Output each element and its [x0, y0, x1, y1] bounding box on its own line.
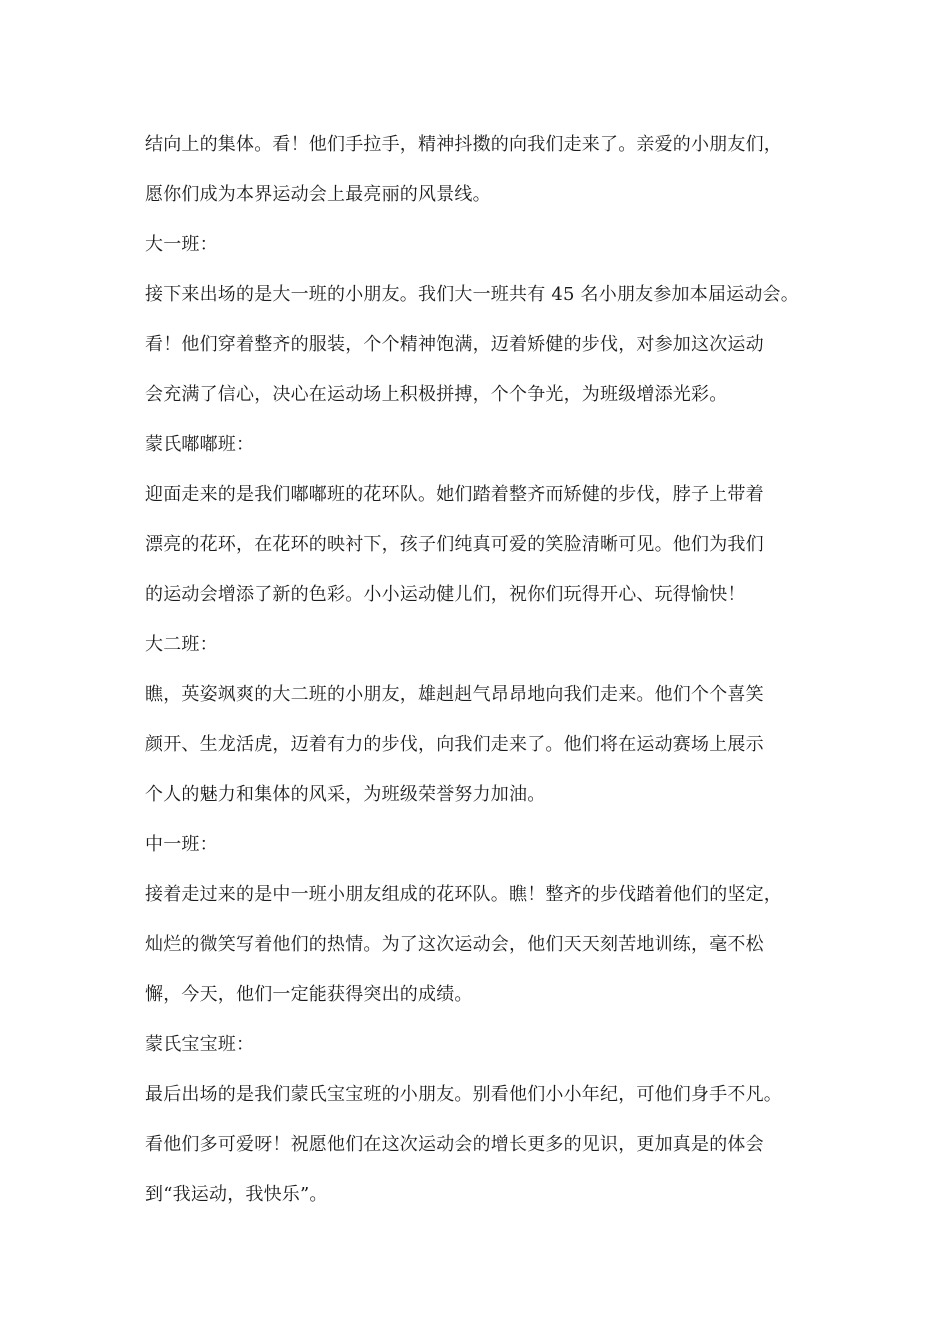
text-line: 瞧，英姿飒爽的大二班的小朋友，雄赳赳气昂昂地向我们走来。他们个个喜笑 — [145, 684, 764, 705]
text-line: 愿你们成为本界运动会上最亮丽的风景线。 — [145, 184, 491, 205]
text-line: 颜开、生龙活虎，迈着有力的步伐，向我们走来了。他们将在运动赛场上展示 — [145, 734, 764, 755]
text-line: 个人的魅力和集体的风采，为班级荣誉努力加油。 — [145, 784, 546, 805]
text-line: 会充满了信心，决心在运动场上积极拼搏，个个争光，为班级增添光彩。 — [145, 384, 728, 405]
text-line: 看他们多可爱呀！祝愿他们在这次运动会的增长更多的见识，更加真是的体会 — [145, 1134, 764, 1155]
text-line: 看！他们穿着整齐的服装，个个精神饱满，迈着矫健的步伐，对参加这次运动 — [145, 334, 764, 355]
text-line: 到“我运动，我快乐”。 — [145, 1184, 328, 1205]
text-line: 灿烂的微笑写着他们的热情。为了这次运动会，他们天天刻苦地训练，毫不松 — [145, 934, 764, 955]
section-heading-dudu-ban: 蒙氏嘟嘟班： — [145, 434, 255, 455]
text-line: 接下来出场的是大一班的小朋友。我们大一班共有 45 名小朋友参加本届运动会。 — [145, 284, 799, 305]
text-line: 接着走过来的是中一班小朋友组成的花环队。瞧！整齐的步伐踏着他们的坚定， — [145, 884, 782, 905]
text-line: 懈，今天，他们一定能获得突出的成绩。 — [145, 984, 473, 1005]
text-line: 最后出场的是我们蒙氏宝宝班的小朋友。别看他们小小年纪，可他们身手不凡。 — [145, 1084, 782, 1105]
document-body — [145, 120, 825, 1220]
text-line: 迎面走来的是我们嘟嘟班的花环队。她们踏着整齐而矫健的步伐，脖子上带着 — [145, 484, 764, 505]
section-heading-da-er-ban: 大二班： — [145, 634, 218, 655]
text-line: 结向上的集体。看！他们手拉手，精神抖擞的向我们走来了。亲爱的小朋友们， — [145, 134, 782, 155]
section-heading-baobao-ban: 蒙氏宝宝班： — [145, 1034, 255, 1055]
text-line: 漂亮的花环，在花环的映衬下，孩子们纯真可爱的笑脸清晰可见。他们为我们 — [145, 534, 764, 555]
text-line: 的运动会增添了新的色彩。小小运动健儿们，祝你们玩得开心、玩得愉快！ — [145, 584, 746, 605]
section-heading-da-yi-ban: 大一班： — [145, 234, 218, 255]
section-heading-zhong-yi-ban: 中一班： — [145, 834, 218, 855]
